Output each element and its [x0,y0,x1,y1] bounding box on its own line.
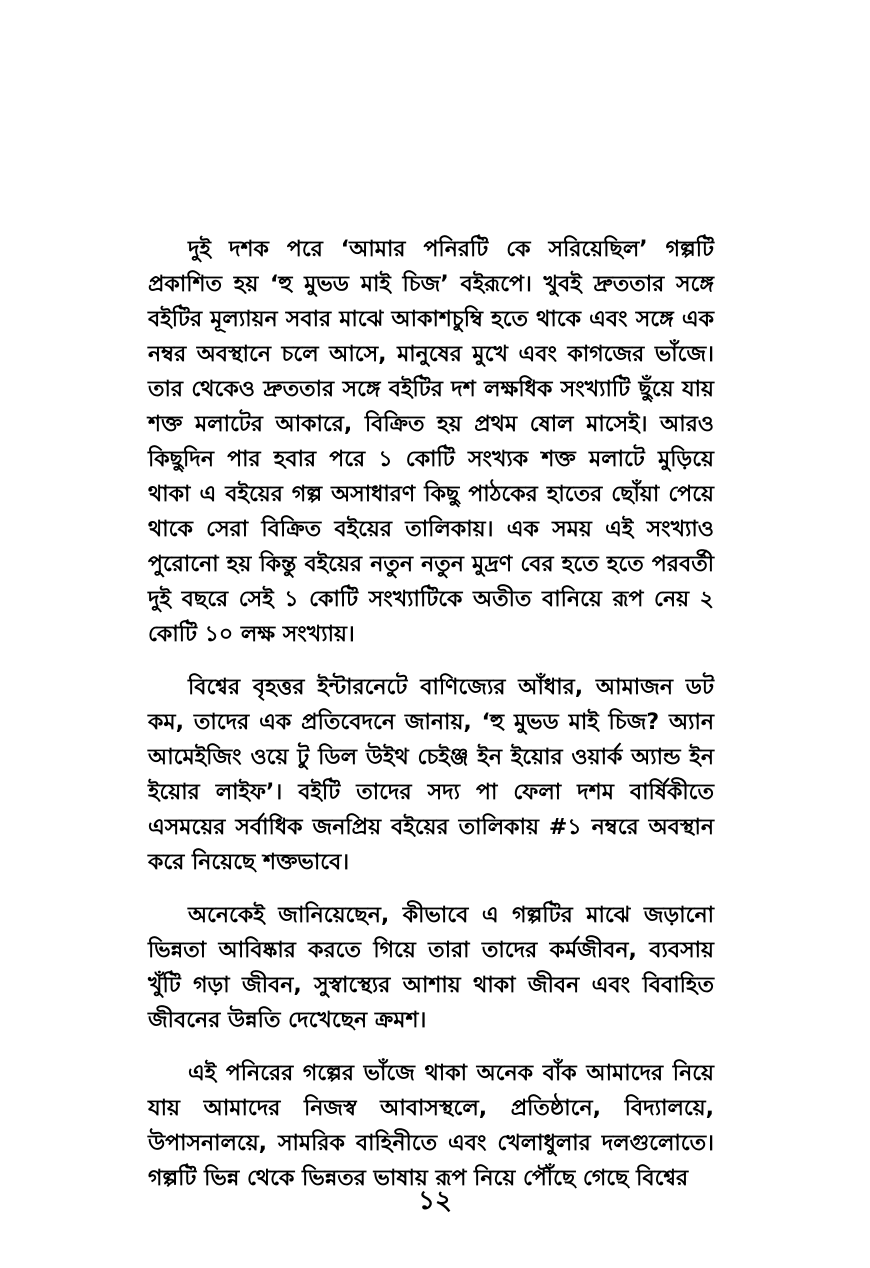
paragraph-1: দুই দশক পরে ‘আমার পনিরটি কে সরিয়েছিল’ গল্পটি প্রকাশিত হয় ‘হু মুভড মাই চিজ’ বইরূপে। খুবই দ্রুততার সঙ্গে বইটির মূল্যায়ন সবার মাঝে আকাশচুম্বি হতে থাকে এবং সঙ্গে এক নম্বর অবস্থানে চলে আসে, মানুষের মুখে এবং কাগজের ভাঁজে। তার থেকেও দ্রুততার সঙ্গে বইটির দশ লক্ষধিক সংখ্যাটি ছুঁয়ে যায় শক্ত মলাটের আকারে, বিক্রিত হয় প্রথম ষোল মাসেই। আরও কিছুদিন পার হবার পরে ১ কোটি সংখ্যক শক্ত মলাটে মুড়িয়ে থাকা এ বইয়ের গল্প অসাধারণ কিছু পাঠকের হাতের ছোঁয়া পেয়ে থাকে সেরা বিক্রিত বইয়ের তালিকায়। এক সময় এই সংখ্যাও পুরোনো হয় কিন্তু বইয়ের নতুন নতুন মুদ্রণ বের হতে হতে পরবর্তী দুই বছরে সেই ১ কোটি সংখ্যাটিকে অতীত বানিয়ে রূপ নেয় ২ কোটি ১০ লক্ষ সংখ্যায়। [148,237,714,647]
page-body [148,232,714,1214]
paragraph-3: অনেকেই জানিয়েছেন, কীভাবে এ গল্পটির মাঝে জড়ানো ভিন্নতা আবিষ্কার করতে গিয়ে তারা তাদের কর্মজীবন, ব্যবসায় খুঁটি গড়া জীবন, সুস্বাস্থ্যের আশায় থাকা জীবন এবং বিবাহিত জীবনের উন্নতি দেখেছেন ক্রমশ। [148,903,714,1033]
paragraph-4: এই পনিরের গল্পের ভাঁজে থাকা অনেক বাঁক আমাদের নিয়ে যায় আমাদের নিজস্ব আবাসস্থলে, প্রতিষ্ঠানে, বিদ্যালয়ে, উপাসনালয়ে, সামরিক বাহিনীতে এবং খেলাধুলার দলগুলোতে। গল্পটি ভিন্ন থেকে ভিন্নতর ভাষায় রূপ নিয়ে পৌঁছে গেছে বিশ্বের [148,1061,714,1191]
page-number: ১২ [418,1186,452,1216]
paragraph-2: বিশ্বের বৃহত্তর ইন্টারনেটে বাণিজ্যের আঁধার, আমাজন ডট কম, তাদের এক প্রতিবেদনে জানায়, ‘হু মুভড মাই চিজ? অ্যান আমেইজিং ওয়ে টু ডিল উইথ চেইঞ্জ ইন ইয়োর ওয়ার্ক অ্যান্ড ইন ইয়োর লাইফ’। বইটি তাদের সদ্য পা ফেলা দশম বার্ষিকীতে এসময়ের সর্বাধিক জনপ্রিয় বইয়ের তালিকায় #১ নম্বরে অবস্থান করে নিয়েছে শক্তভাবে। [148,675,714,875]
